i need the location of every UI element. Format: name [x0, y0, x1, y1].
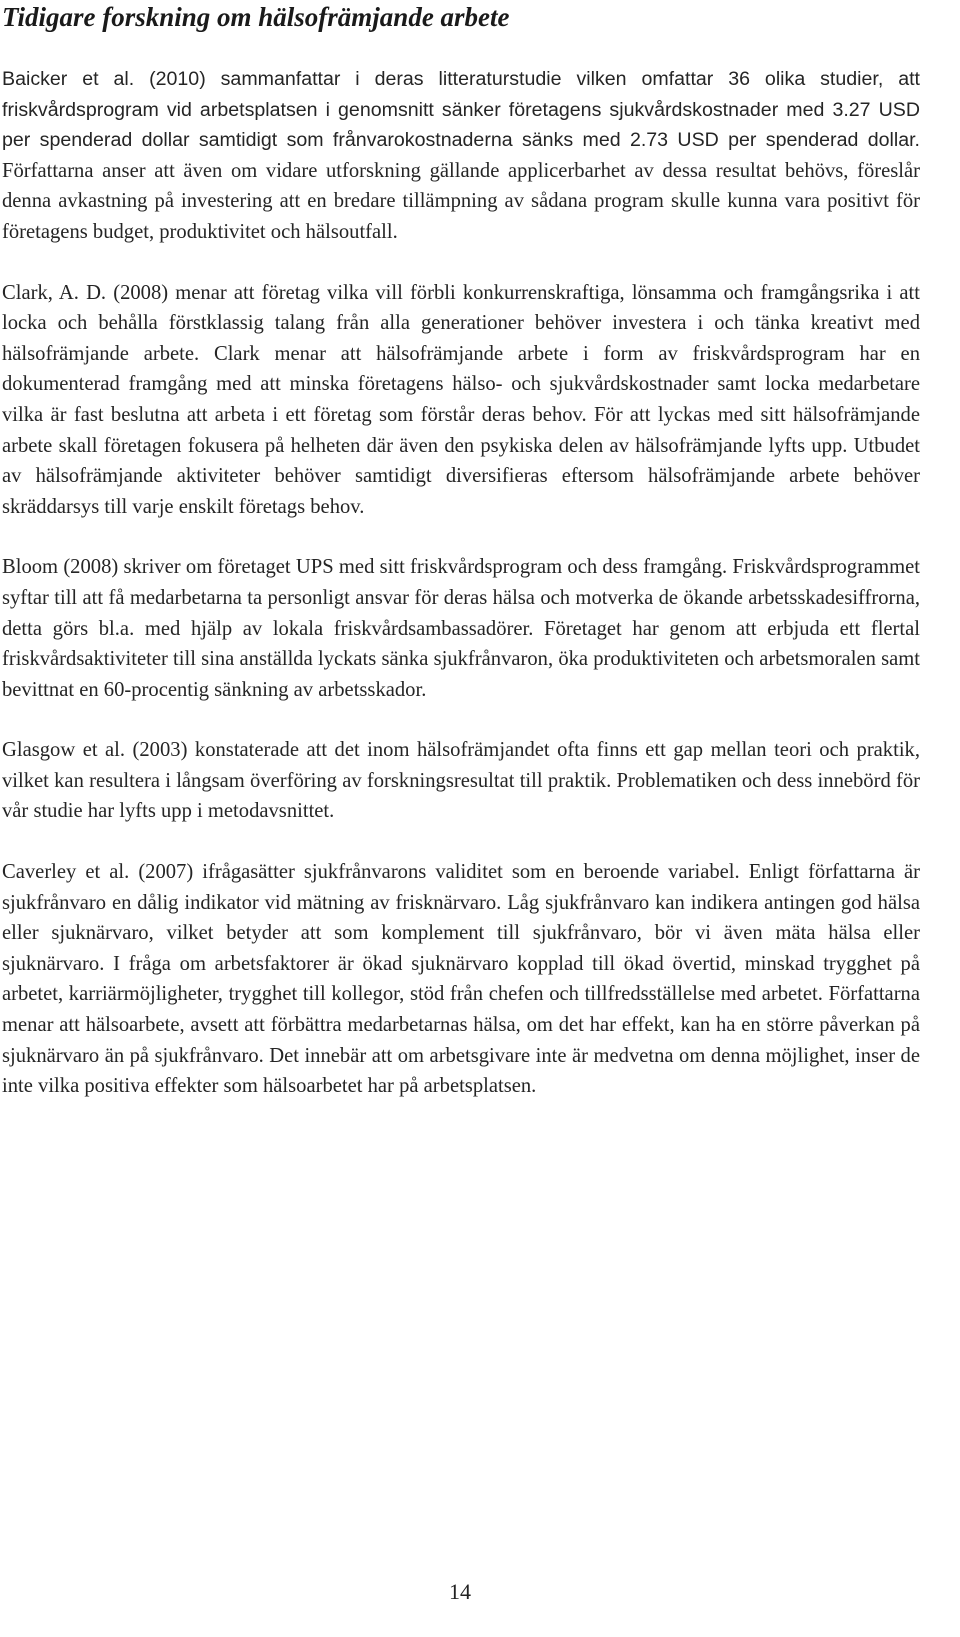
- paragraph-clark: Clark, A. D. (2008) menar att företag vilka vill förbli konkurrenskraftiga, lönsamma och framgångsrika i att locka och behålla förstklassig talang från alla generationer behöver investera i och tänka kreativt med hälsofrämjande arbete. Clark menar att hälsofrämjande arbete i form av friskvårdsprogram har en dokumenterad framgång med att minska företagens hälso- och sjukvårdskostnader samt locka medarbetare vilka är fast beslutna att arbeta i ett företag som förstår deras behov. För att lyckas med sitt hälsofrämjande arbete skall företagen fokusera på helheten där även den psykiska delen av hälsofrämjande lyfts upp. Utbudet av hälsofrämjande aktiviteter behöver samtidigt diversifieras eftersom hälsofrämjande arbete behöver skräddarsys till varje enskilt företags behov.: [2, 281, 920, 518]
- page-number: 14: [449, 1579, 471, 1604]
- paragraph-baicker-part-a: Baicker et al. (2010) sammanfattar i deras litteraturstudie vilken omfattar 36 olika studier, att friskvårdsprogram vid arbetsplatsen i genomsnitt sänker företagens sjukvårdskostnader med 3.27 USD per spenderad dollar samtidigt som frånvarokostnaderna sänks med 2.73 USD per spenderad dollar.: [2, 68, 920, 152]
- paragraph-bloom: Bloom (2008) skriver om företaget UPS med sitt friskvårdsprogram och dess framgång. Friskvårdsprogrammet syftar till att få medarbetarna ta personligt ansvar för deras hälsa och motverka de ökande arbetsskadesiffrorna, detta görs bl.a. med hjälp av lokala friskvårdsambassadörer. Företaget har genom att erbjuda ett flertal friskvårdsaktiviteter till sina anställda lyckats sänka sjukfrånvaron, öka produktiviteten och arbetsmoralen samt bevittnat en 60-procentig sänkning av arbetsskador.: [2, 556, 920, 701]
- document-page: [2, 0, 920, 1102]
- section-heading: Tidigare forskning om hälsofrämjande arbete: [2, 2, 510, 32]
- paragraph-baicker: [2, 64, 920, 248]
- paragraph-baicker-part-b: Författarna anser att även om vidare utforskning gällande applicerbarhet av dessa resultat behövs, föreslår denna avkastning på investering att en bredare tillämpning av sådana program skulle kunna vara positivt för företagens budget, produktivitet och hälsoutfall.: [2, 159, 920, 243]
- paragraph-glasgow: Glasgow et al. (2003) konstaterade att det inom hälsofrämjandet ofta finns ett gap mellan teori och praktik, vilket kan resultera i långsam överföring av forskningsresultat till praktik. Problematiken och dess innebörd för vår studie har lyfts upp i metodavsnittet.: [2, 739, 920, 823]
- paragraph-caverley: Caverley et al. (2007) ifrågasätter sjukfrånvarons validitet som en beroende variabel. Enligt författarna är sjukfrånvaro en dålig indikator vid mätning av frisknärvaro. Låg sjukfrånvaro kan indikera antingen god hälsa eller sjuknärvaro, vilket betyder att som komplement till sjukfrånvaro, bör vi även mäta hälsa eller sjuknärvaro. I fråga om arbetsfaktorer är ökad sjuknärvaro kopplad till ökad övertid, minskad trygghet på arbetet, karriärmöjligheter, trygghet till kollegor, stöd från chefen och tillfredsställelse med arbetet. Författarna menar att hälsoarbete, avsett att förbättra medarbetarnas hälsa, om det har effekt, kan ha en större påverkan på sjuknärvaro än på sjukfrånvaro. Det innebär att om arbetsgivare inte är medvetna om denna möjlighet, inser de inte vilka positiva effekter som hälsoarbetet har på arbetsplatsen.: [2, 861, 920, 1098]
